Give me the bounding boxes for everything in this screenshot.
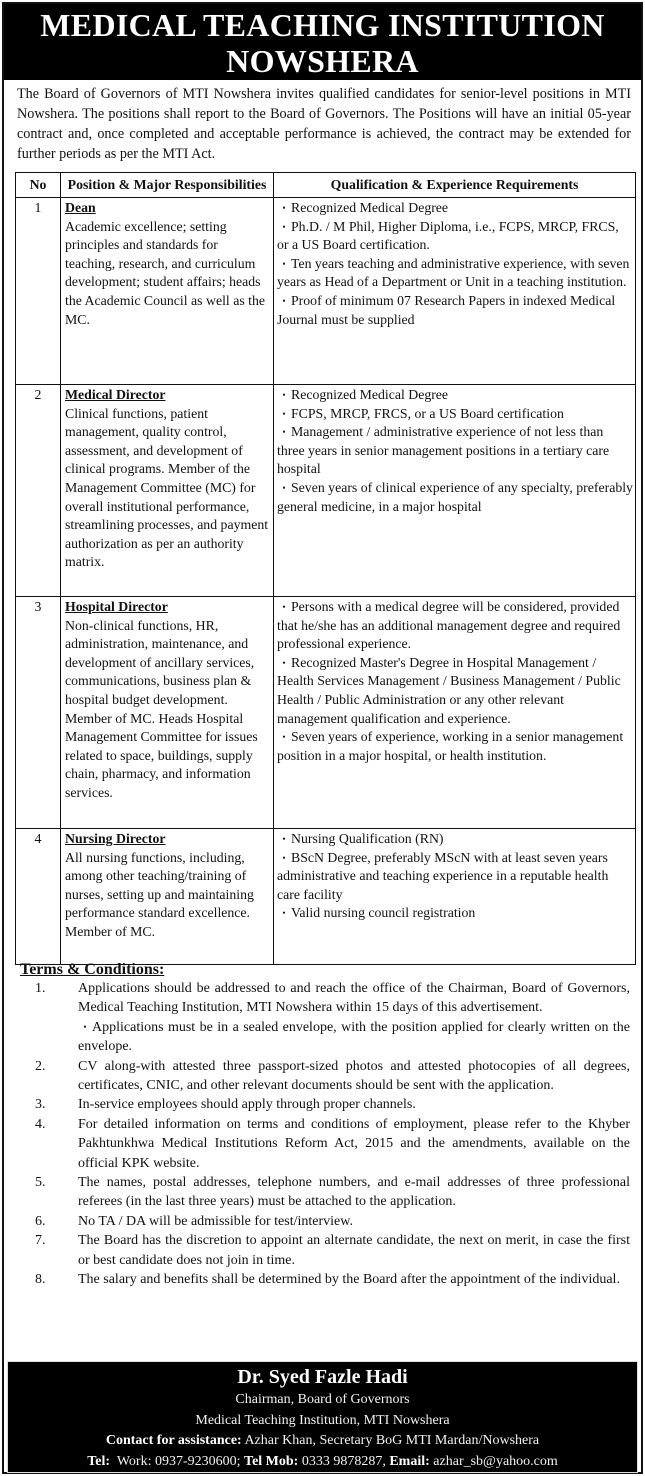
advertisement-page	[2, 2, 643, 1474]
term-text: The salary and benefits shall be determined by the Board after the appointment of the individual.	[78, 1272, 620, 1288]
requirement-item: • FCPS, MRCP, FRCS, or a US Board certification	[277, 405, 633, 424]
requirement-item: • Ten years teaching and administrative experience, with seven years as Head of a Department or Unit in a teaching institution.	[277, 255, 630, 290]
bullet-icon: •	[282, 482, 286, 493]
header-title-line2: NOWSHERA	[226, 43, 419, 79]
header-requirements: Qualification & Experience Requirements	[274, 173, 636, 198]
term-number: 8.	[35, 1272, 46, 1288]
term-text: The names, postal addresses, telephone numbers, and e-mail addresses of three professional referees (in the last three years) must be attached to the application.	[78, 1175, 630, 1210]
table-row	[16, 597, 636, 829]
term-item	[20, 1212, 630, 1231]
mobile-label: Tel Mob:	[244, 1453, 299, 1469]
requirement-item: • Seven years of experience, working in a senior management position in a major hospital, or health institution.	[277, 729, 624, 763]
term-number: 2.	[35, 1058, 46, 1074]
term-number: 1.	[35, 981, 46, 996]
row-number: 1	[16, 198, 61, 385]
term-item	[20, 1270, 630, 1289]
term-number: 6.	[35, 1213, 46, 1229]
bullet-icon: •	[282, 908, 286, 919]
position-title: Hospital Director	[65, 599, 168, 614]
requirement-item: • Seven years of clinical experience of any specialty, preferably general medicine, in a major hospital	[277, 479, 633, 514]
bullet-icon: •	[282, 852, 286, 863]
row-number: 3	[16, 597, 61, 829]
requirements-cell	[274, 385, 636, 597]
bullet-icon: •	[282, 408, 286, 419]
requirements-cell	[274, 597, 636, 829]
term-item	[20, 1173, 630, 1212]
requirement-item: • Proof of minimum 07 Research Papers in indexed Medical Journal must be supplied	[277, 292, 616, 327]
term-item	[20, 1115, 630, 1173]
requirement-item: • Recognized Medical Degree	[277, 386, 633, 405]
bullet-icon: •	[282, 203, 286, 213]
term-item	[20, 979, 630, 1018]
row-number: 2	[16, 385, 61, 597]
term-item	[20, 1057, 630, 1096]
requirement-item: • Ph.D. / M Phil, Higher Diploma, i.e., FCPS, MRCP, FRCS, or a US Board certification.	[277, 218, 619, 253]
requirements-cell	[274, 829, 636, 965]
term-text: No TA / DA will be admissible for test/interview.	[78, 1213, 353, 1229]
position-responsibilities: All nursing functions, including, among other teaching/training of nurses, setting up and maintaining performance standard excellence. Member of MC.	[65, 849, 254, 939]
row-number: 4	[16, 829, 61, 965]
bullet-icon: •	[282, 258, 286, 269]
header-no: No	[16, 173, 61, 198]
position-cell	[61, 198, 274, 385]
bullet-icon: •	[282, 295, 286, 306]
requirement-item: • Persons with a medical degree will be considered, provided that he/she has an additional management degree and required professional experience.	[277, 599, 621, 652]
term-text: Applications should be addressed to and reach the office of the Chairman, Board of Governors, Medical Teaching Institution, MTI Nowshera within 15 days of this advertisement.	[78, 981, 630, 1016]
position-responsibilities: Non-clinical functions, HR, administration, maintenance, and development of ancillary services, communications, business plan & hospital budget development. Member of MC. Heads Hospital Management Committee for issues related to space, buildings, supply chain, pharmacy, and information services.	[65, 617, 258, 800]
term-text: For detailed information on terms and conditions of employment, please refer to the Khyber Pakhtunkhwa Medical Institutions Reform Act, 2015 and the amendments, available on the official KPK website.	[78, 1116, 630, 1171]
header-title-line1: MEDICAL TEACHING INSTITUTION	[40, 7, 605, 43]
bullet-icon: •	[282, 657, 286, 668]
intro-paragraph: The Board of Governors of MTI Nowshera invites qualified candidates for senior-level positions in MTI Nowshera. The positions shall report to the Board of Governors. The Positions will have an initial 05-year contract and, once completed and acceptable performance is achieved, the contract may be extended for further periods as per the MTI Act.	[17, 86, 631, 162]
requirement-item: • Recognized Master's Degree in Hospital Management / Health Services Management / Business Management / Public Health / Public Administration or any other relevant management qualification and experience.	[277, 654, 621, 726]
signatory-name: Dr. Syed Fazle Hadi	[237, 1366, 408, 1388]
term-text: The Board has the discretion to appoint an alternate candidate, the next on merit, in case the first or best candidate does not join in time.	[78, 1233, 630, 1268]
term-item	[20, 1095, 630, 1114]
requirement-item: • Nursing Qualification (RN)	[277, 830, 633, 849]
signatory-designation: Chairman, Board of Governors	[235, 1392, 410, 1407]
requirements-cell	[274, 198, 636, 385]
term-sub-item	[20, 1018, 630, 1057]
phone-email-line	[8, 1452, 637, 1473]
table-row	[16, 385, 636, 597]
table-row	[16, 198, 636, 385]
tel-work: Work: 0937-9230600;	[116, 1453, 241, 1469]
signature-block	[7, 1361, 638, 1473]
mobile-number: 0333 9878287,	[301, 1453, 386, 1469]
header-banner	[4, 4, 641, 80]
table-header-row	[16, 173, 636, 198]
position-responsibilities: Clinical functions, patient management, quality control, assessment, and development of clinical programs. Member of the Management Committee (MC) for overall institutional performance, streamlining processes, and payment authorization as per an authority matrix.	[65, 405, 269, 570]
bullet-icon: •	[282, 834, 286, 844]
bullet-icon: •	[282, 602, 286, 612]
position-cell	[61, 385, 274, 597]
term-text: CV along-with attested three passport-sized photos and attested photocopies of all degrees, certificates, CNIC, and other relevant documents should be sent with the application.	[78, 1058, 630, 1094]
email-label: Email:	[389, 1453, 430, 1469]
term-item	[20, 1231, 630, 1270]
table-row	[16, 829, 636, 965]
signatory-institution: Medical Teaching Institution, MTI Nowshera	[195, 1412, 450, 1428]
bullet-icon: •	[282, 732, 286, 743]
positions-table	[15, 172, 636, 965]
bullet-icon: •	[282, 390, 286, 400]
term-number: 4.	[35, 1116, 46, 1132]
contact-label: Contact for assistance:	[105, 1433, 242, 1448]
bullet-icon: •	[282, 221, 286, 232]
term-text: Applications must be in a sealed envelope, with the position applied for clearly written on the envelope.	[78, 1019, 630, 1055]
terms-heading: Terms & Conditions:	[20, 961, 165, 978]
header-position: Position & Major Responsibilities	[61, 173, 274, 198]
contact-value: Azhar Khan, Secretary BoG MTI Mardan/Nowshera	[244, 1433, 540, 1448]
requirement-item: • Recognized Medical Degree	[277, 199, 633, 218]
term-text: In-service employees should apply through proper channels.	[78, 1097, 416, 1113]
tel-label: Tel:	[87, 1453, 111, 1469]
bullet-icon: •	[83, 1021, 87, 1032]
position-title: Dean	[65, 200, 96, 215]
position-title: Medical Director	[65, 387, 166, 402]
requirement-item: • BScN Degree, preferably MScN with at least seven years administrative and teaching experience in a reputable health care facility	[277, 849, 609, 902]
position-cell	[61, 597, 274, 829]
term-number: 3.	[35, 1097, 46, 1113]
position-responsibilities: Academic excellence; setting principles and standards for teaching, research, and curriculum development; student affairs; heads the Academic Council as well as the MC.	[65, 218, 265, 327]
position-title: Nursing Director	[65, 831, 166, 846]
term-number: 7.	[35, 1233, 46, 1249]
position-cell	[61, 829, 274, 965]
term-number: 5.	[35, 1175, 46, 1191]
email-address[interactable]: azhar_sb@yahoo.com	[433, 1453, 558, 1469]
requirement-item: • Valid nursing council registration	[277, 904, 633, 923]
terms-section	[20, 960, 630, 1290]
bullet-icon: •	[282, 427, 286, 438]
requirement-item: • Management / administrative experience of not less than three years in senior management positions in a tertiary care hospital	[277, 424, 610, 477]
contact-line	[8, 1431, 637, 1452]
